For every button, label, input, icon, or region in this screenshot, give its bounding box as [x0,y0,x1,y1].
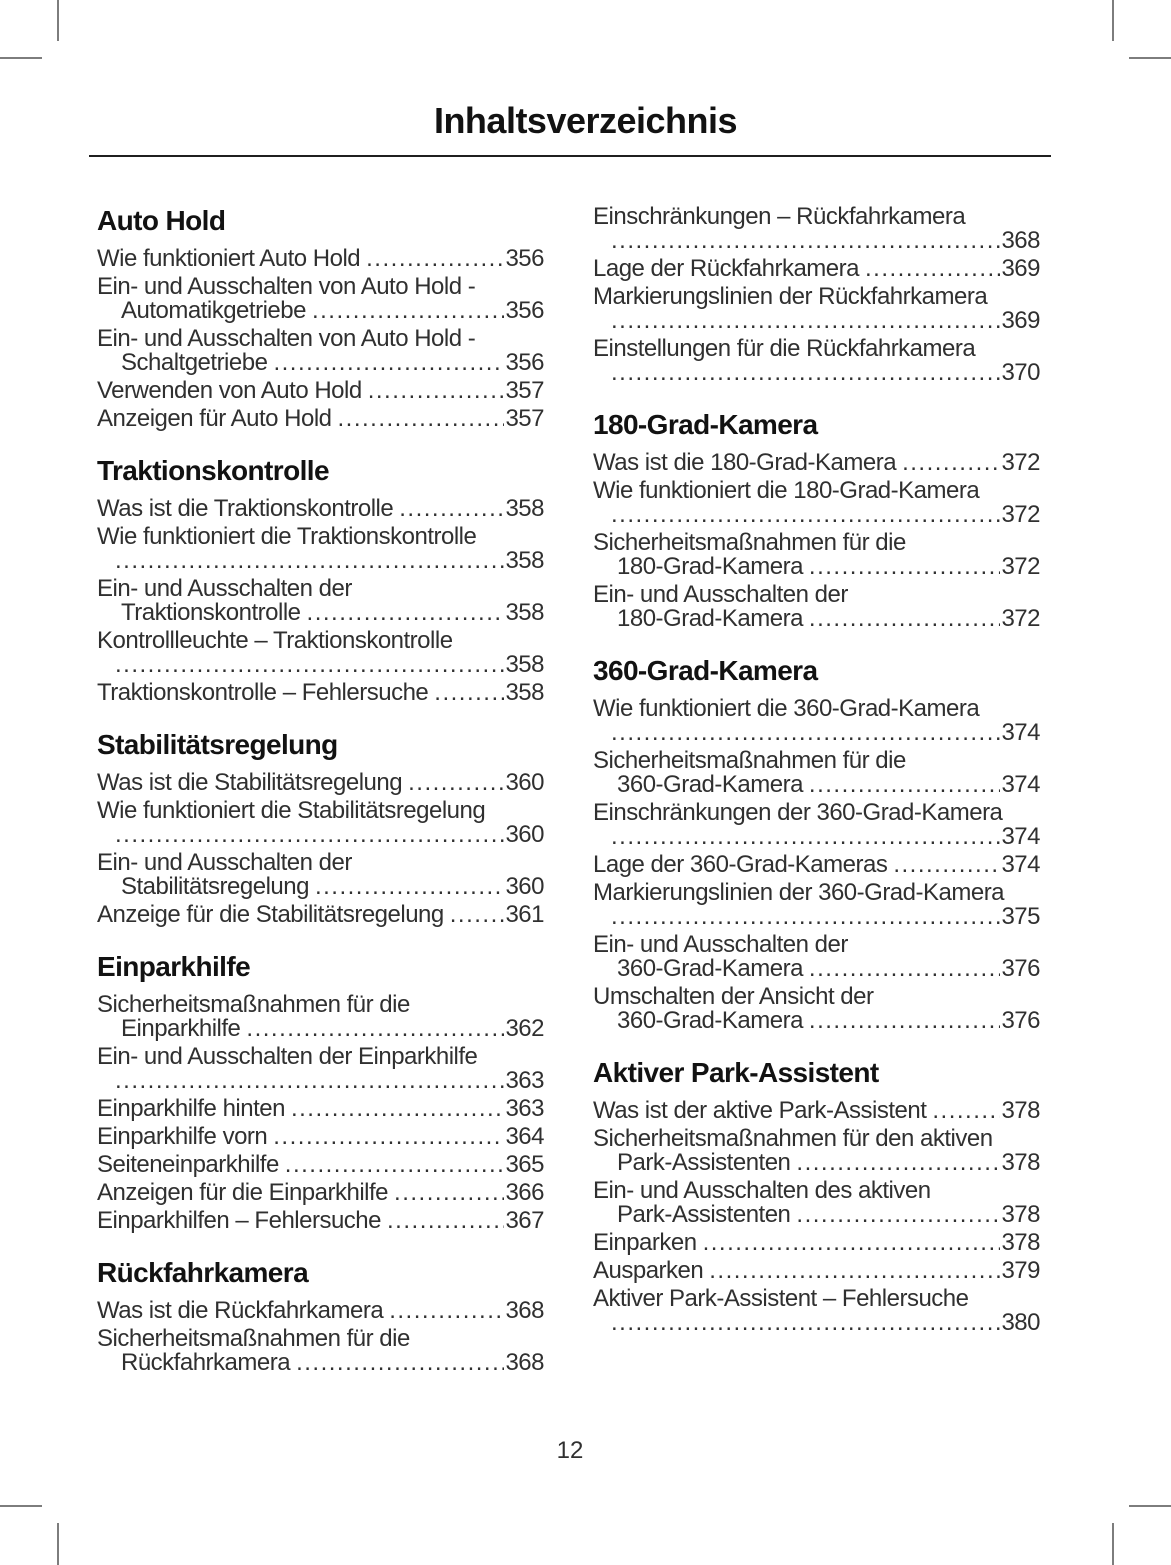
dot-leader [115,653,504,677]
page-ref: 375 [1001,905,1040,929]
entry-text: Einparkhilfen – Fehlersuche [97,1209,382,1233]
toc-entry [593,1099,1040,1123]
page-ref: 378 [1001,1203,1040,1227]
toc-line [97,407,544,431]
page-ref: 358 [505,681,544,705]
page-ref: 372 [1001,555,1040,579]
page-ref: 361 [505,903,544,927]
toc-entry [593,1231,1040,1255]
page-ref: 376 [1001,957,1040,981]
section-title: Auto Hold [97,205,226,236]
toc-entry [97,799,544,847]
toc-line [97,299,544,323]
toc-line [593,825,1040,849]
entry-text: Anzeigen für Auto Hold [97,407,332,431]
toc-entry [593,1179,1040,1227]
toc-section [97,1257,544,1375]
toc-line [593,773,1040,797]
toc-line [97,1299,544,1323]
entry-text: Wie funktioniert die 180-Grad-Kamera [593,479,980,503]
page-ref: 380 [1001,1311,1040,1335]
entry-text: Einschränkungen – Rückfahrkamera [593,205,966,229]
dot-leader [796,1151,1000,1175]
entry-text: Sicherheitsmaßnahmen für den aktiven [593,1127,993,1151]
entry-text: Umschalten der Ansicht der [593,985,874,1009]
toc-entry [593,985,1040,1033]
page-ref: 360 [505,771,544,795]
entry-text: Ein- und Ausschalten von Auto Hold - [97,327,476,351]
toc-line [593,451,1040,475]
toc-entry [593,1259,1040,1283]
crop-mark-top-right-vertical [1112,0,1114,41]
toc-line [593,933,1040,957]
entry-text: Kontrollleuchte – Traktionskontrolle [97,629,453,653]
page-title: Inhaltsverzeichnis [433,100,738,141]
dot-leader [389,1299,504,1323]
page-ref: 378 [1001,1151,1040,1175]
section-title: Stabilitätsregelung [97,729,338,760]
dot-leader [394,1181,504,1205]
page-ref: 360 [505,823,544,847]
toc-section [97,205,544,431]
toc-line [593,1179,1040,1203]
entry-text: Verwenden von Auto Hold [97,379,362,403]
dot-leader [809,957,1001,981]
entry-text: Markierungslinien der Rückfahrkamera [593,285,988,309]
toc-section [593,655,1040,1033]
toc-entry [97,1327,544,1375]
toc-line [97,1181,544,1205]
toc-line [593,285,1040,309]
toc-line [593,583,1040,607]
entry-text: Sicherheitsmaßnahmen für die [97,1327,410,1351]
page-ref: 358 [505,601,544,625]
toc-line [97,629,544,653]
page-ref: 368 [1001,229,1040,253]
dot-leader [902,451,1000,475]
toc-entry [97,903,544,927]
toc-line [593,205,1040,229]
page-ref: 365 [505,1153,544,1177]
page-ref: 363 [505,1069,544,1093]
toc-section [593,409,1040,631]
toc-entry [593,801,1040,849]
toc-column-right [593,205,1040,1339]
toc-line [97,653,544,677]
toc-line [97,851,544,875]
crop-mark-top-left-horizontal [0,57,42,59]
entry-text: Schaltgetriebe [121,351,268,375]
section-title: 180-Grad-Kamera [593,409,818,440]
entry-text: Seiteneinparkhilfe [97,1153,279,1177]
toc-entry [97,275,544,323]
entry-text: Einparkhilfe [121,1017,241,1041]
dot-leader [611,905,1000,929]
toc-line [97,525,544,549]
dot-leader [893,853,1000,877]
entry-text: Ein- und Ausschalten der [593,583,848,607]
toc-line [97,799,544,823]
dot-leader [312,299,505,323]
page-ref: 364 [505,1125,544,1149]
page-ref: 368 [505,1299,544,1323]
toc-line [593,721,1040,745]
toc-line [593,1231,1040,1255]
dot-leader [307,601,505,625]
dot-leader [399,497,504,521]
toc-column-left [97,205,544,1379]
crop-mark-bottom-left-vertical [57,1523,59,1565]
dot-leader [285,1153,505,1177]
toc-entry [97,681,544,705]
page-ref: 372 [1001,503,1040,527]
toc-entry [593,451,1040,475]
entry-text: Was ist die Stabilitätsregelung [97,771,403,795]
dot-leader [338,407,505,431]
section-title: Aktiver Park-Assistent [593,1057,879,1088]
entry-text: Rückfahrkamera [121,1351,291,1375]
toc-line [593,361,1040,385]
entry-text: Wie funktioniert die Traktionskontrolle [97,525,477,549]
toc-section [97,951,544,1233]
dot-leader [709,1259,1000,1283]
toc-line [97,1097,544,1121]
dot-leader [315,875,504,899]
toc-line [593,853,1040,877]
entry-text: Lage der 360-Grad-Kameras [593,853,888,877]
dot-leader [450,903,505,927]
toc-entry [97,1153,544,1177]
toc-line [593,1311,1040,1335]
entry-text: Traktionskontrolle – Fehlersuche [97,681,429,705]
dot-leader [611,309,1000,333]
toc-entry [97,629,544,677]
toc-line [593,1099,1040,1123]
toc-entry [97,771,544,795]
crop-mark-bottom-right-horizontal [1129,1505,1171,1507]
toc-entry [97,407,544,431]
page-number: 12 [556,1437,584,1464]
page-ref: 370 [1001,361,1040,385]
page-ref: 374 [1001,853,1040,877]
entry-text: Ein- und Ausschalten der [593,933,848,957]
section-title: 360-Grad-Kamera [593,655,818,686]
crop-mark-bottom-right-vertical [1112,1523,1114,1565]
toc-line [593,1203,1040,1227]
dot-leader [296,1351,504,1375]
page-ref: 369 [1001,257,1040,281]
dot-leader [115,1069,504,1093]
page-ref: 356 [505,247,544,271]
dot-leader [611,825,1000,849]
entry-text: Wie funktioniert die Stabilitätsregelung [97,799,486,823]
toc-line [97,379,544,403]
toc-line [97,771,544,795]
toc-entry [593,933,1040,981]
crop-mark-bottom-left-horizontal [0,1505,42,1507]
entry-text: Einschränkungen der 360-Grad-Kamera [593,801,1003,825]
toc-line [593,697,1040,721]
toc-entry [593,583,1040,631]
entry-text: Einparkhilfe vorn [97,1125,268,1149]
toc-line [593,801,1040,825]
toc-line [97,993,544,1017]
toc-line [97,549,544,573]
toc-line [97,1017,544,1041]
dot-leader [115,549,504,573]
dot-leader [703,1231,1001,1255]
toc-entry [97,1125,544,1149]
entry-text: Park-Assistenten [617,1151,791,1175]
toc-entry [593,285,1040,333]
toc-line [593,1287,1040,1311]
entry-text: Anzeige für die Stabilitätsregelung [97,903,444,927]
page-ref: 368 [505,1351,544,1375]
dot-leader [408,771,504,795]
toc-entry [97,1097,544,1121]
toc-line [593,881,1040,905]
page-ref: 372 [1001,451,1040,475]
toc-section [97,455,544,705]
toc-line [97,1351,544,1375]
page-ref: 374 [1001,825,1040,849]
page-ref: 358 [505,497,544,521]
entry-text: Ausparken [593,1259,704,1283]
dot-leader [434,681,504,705]
toc-line [593,749,1040,773]
toc-line [97,681,544,705]
crop-mark-top-right-horizontal [1129,57,1171,59]
toc-line [97,1209,544,1233]
page-ref: 366 [505,1181,544,1205]
toc-entry [97,1045,544,1093]
dot-leader [366,247,504,271]
toc-entry [593,531,1040,579]
entry-text: 360-Grad-Kamera [617,773,803,797]
entry-text: Was ist der aktive Park-Assistent [593,1099,927,1123]
dot-leader [932,1099,1000,1123]
entry-text: Aktiver Park-Assistent – Fehlersuche [593,1287,969,1311]
toc-line [97,1327,544,1351]
toc-line [593,479,1040,503]
page-ref: 378 [1001,1099,1040,1123]
toc-entry [97,577,544,625]
page-ref: 374 [1001,773,1040,797]
dot-leader [611,1311,1000,1335]
toc-line [97,497,544,521]
toc-line [97,351,544,375]
dot-leader [246,1017,504,1041]
dot-leader [273,351,504,375]
toc-entry [593,749,1040,797]
title-rule [89,155,1051,157]
entry-text: Ein- und Ausschalten der [97,577,352,601]
entry-text: Ein- und Ausschalten der Einparkhilfe [97,1045,478,1069]
toc-line [593,531,1040,555]
page-ref: 379 [1001,1259,1040,1283]
toc-line [97,327,544,351]
entry-text: Ein- und Ausschalten des aktiven [593,1179,931,1203]
toc-entry [97,247,544,271]
entry-text: 180-Grad-Kamera [617,607,803,631]
toc-line [593,607,1040,631]
toc-line [97,601,544,625]
dot-leader [809,555,1001,579]
section-title: Rückfahrkamera [97,1257,309,1288]
toc-line [97,903,544,927]
entry-text: Was ist die Rückfahrkamera [97,1299,384,1323]
entry-text: 360-Grad-Kamera [617,957,803,981]
dot-leader [796,1203,1000,1227]
toc-entry [97,1209,544,1233]
dot-leader [387,1209,504,1233]
crop-mark-top-left-vertical [57,0,59,41]
toc-line [97,823,544,847]
toc-line [593,309,1040,333]
page-ref: 357 [505,407,544,431]
toc-line [97,577,544,601]
toc-line [97,1125,544,1149]
dot-leader [809,1009,1001,1033]
dot-leader [611,361,1000,385]
toc-line [97,247,544,271]
entry-text: Was ist die Traktionskontrolle [97,497,394,521]
page-ref: 376 [1001,1009,1040,1033]
entry-text: Sicherheitsmaßnahmen für die [593,749,906,773]
toc-entry [97,525,544,573]
entry-text: Traktionskontrolle [121,601,301,625]
toc-line [97,1069,544,1093]
page-ref: 356 [505,299,544,323]
entry-text: Einparkhilfe hinten [97,1097,285,1121]
toc-line [593,229,1040,253]
toc-section [97,729,544,927]
toc-section [593,205,1040,385]
toc-entry [593,881,1040,929]
dot-leader [368,379,505,403]
entry-text: Was ist die 180-Grad-Kamera [593,451,897,475]
toc-line [593,503,1040,527]
toc-line [593,985,1040,1009]
toc-entry [97,1181,544,1205]
toc-entry [593,853,1040,877]
page-ref: 374 [1001,721,1040,745]
toc-entry [593,1127,1040,1175]
section-title: Einparkhilfe [97,951,251,982]
toc-entry [97,497,544,521]
toc-line [97,875,544,899]
entry-text: Einstellungen für die Rückfahrkamera [593,337,976,361]
entry-text: Wie funktioniert die 360-Grad-Kamera [593,697,980,721]
entry-text: Wie funktioniert Auto Hold [97,247,361,271]
toc-entry [593,697,1040,745]
dot-leader [611,503,1000,527]
toc-line [97,1045,544,1069]
entry-text: Park-Assistenten [617,1203,791,1227]
toc-entry [593,337,1040,385]
toc-line [593,1127,1040,1151]
entry-text: Ein- und Ausschalten der [97,851,352,875]
toc-line [593,257,1040,281]
dot-leader [611,229,1000,253]
toc-line [593,905,1040,929]
page-ref: 372 [1001,607,1040,631]
entry-text: Automatikgetriebe [121,299,306,323]
dot-leader [273,1125,504,1149]
toc-line [593,1009,1040,1033]
page-ref: 362 [505,1017,544,1041]
entry-text: 180-Grad-Kamera [617,555,803,579]
page-ref: 358 [505,653,544,677]
toc-entry [97,1299,544,1323]
toc-entry [593,205,1040,253]
entry-text: 360-Grad-Kamera [617,1009,803,1033]
dot-leader [611,721,1000,745]
toc-section [593,1057,1040,1335]
page-ref: 360 [505,875,544,899]
entry-text: Lage der Rückfahrkamera [593,257,859,281]
page-ref: 358 [505,549,544,573]
toc-entry [97,327,544,375]
entry-text: Ein- und Ausschalten von Auto Hold - [97,275,476,299]
page-ref: 378 [1001,1231,1040,1255]
entry-text: Einparken [593,1231,697,1255]
entry-text: Sicherheitsmaßnahmen für die [97,993,410,1017]
page-ref: 357 [505,379,544,403]
toc-entry [97,851,544,899]
section-title: Traktionskontrolle [97,455,329,486]
toc-line [593,957,1040,981]
entry-text: Anzeigen für die Einparkhilfe [97,1181,389,1205]
page-ref: 369 [1001,309,1040,333]
dot-leader [115,823,504,847]
page-ref: 367 [505,1209,544,1233]
dot-leader [291,1097,504,1121]
page-ref: 363 [505,1097,544,1121]
page-ref: 356 [505,351,544,375]
toc-line [593,1151,1040,1175]
dot-leader [865,257,1000,281]
toc-line [593,555,1040,579]
entry-text: Markierungslinien der 360-Grad-Kamera [593,881,1005,905]
toc-entry [97,379,544,403]
dot-leader [809,607,1001,631]
toc-line [593,337,1040,361]
entry-text: Sicherheitsmaßnahmen für die [593,531,906,555]
toc-line [593,1259,1040,1283]
dot-leader [809,773,1001,797]
entry-text: Stabilitätsregelung [121,875,309,899]
toc-entry [593,257,1040,281]
toc-entry [593,1287,1040,1335]
toc-line [97,1153,544,1177]
toc-entry [97,993,544,1041]
toc-entry [593,479,1040,527]
toc-line [97,275,544,299]
